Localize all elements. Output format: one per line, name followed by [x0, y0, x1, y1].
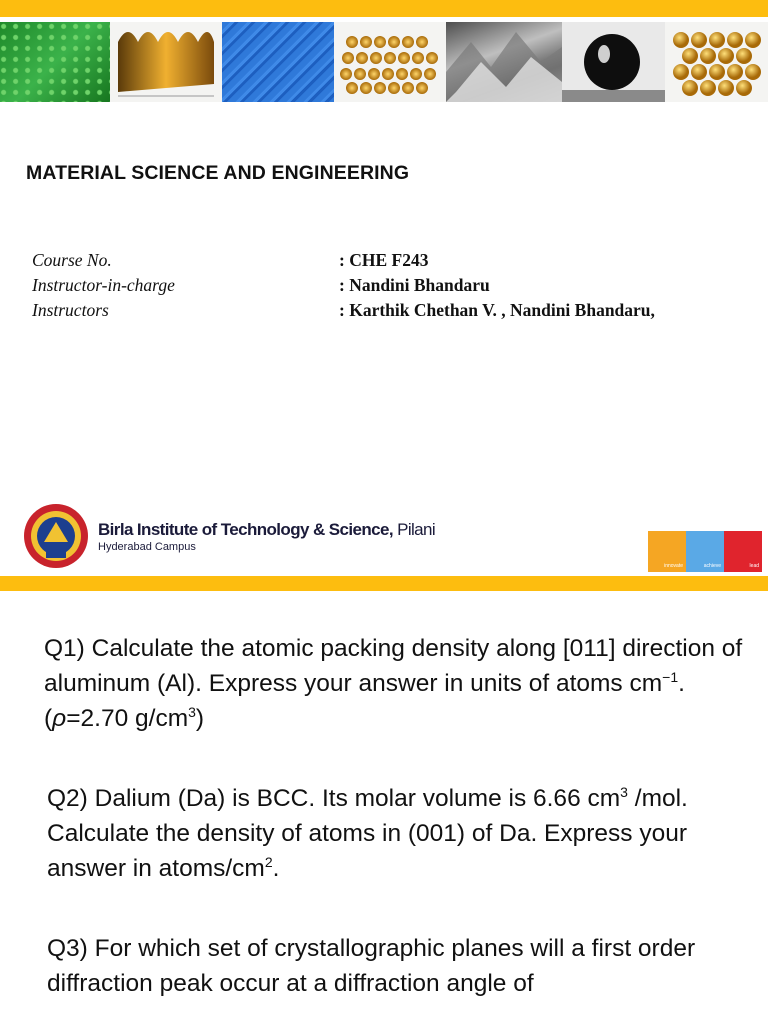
water-droplet-image — [562, 22, 665, 102]
green-micrograph-image — [0, 22, 110, 102]
sphere-array-image — [665, 22, 768, 102]
bits-seal-icon — [22, 502, 90, 570]
course-info-row — [32, 273, 655, 298]
instructors-label: Instructors — [32, 300, 109, 320]
question-list — [44, 631, 764, 1024]
pillar-array-image — [334, 22, 446, 102]
tagline-innovate: innovate — [648, 531, 686, 572]
top-accent-bar — [0, 0, 768, 17]
course-info-row — [32, 298, 655, 323]
header-banner — [0, 22, 768, 102]
instructor-in-charge-value: : Nandini Bhandaru — [339, 275, 490, 295]
course-no-label: Course No. — [32, 250, 112, 270]
instructor-in-charge-label: Instructor-in-charge — [32, 275, 175, 295]
course-info — [32, 248, 655, 323]
mid-accent-bar — [0, 576, 768, 591]
institute-campus: Hyderabad Campus — [98, 540, 196, 553]
institute-name-bold: Birla Institute of Technology & Science, — [98, 519, 393, 539]
tagline-graphic — [648, 531, 762, 572]
course-info-row — [32, 248, 655, 273]
tagline-lead: lead — [724, 531, 762, 572]
institute-name — [98, 520, 435, 540]
institute-logo-block — [22, 496, 438, 576]
question-2: Q2) Dalium (Da) is BCC. Its molar volume is 6.66 $cm^3$ /mol. Calculate the density of atoms in (001) of Da. Express your answer in atoms/$cm^2$. — [47, 783, 688, 882]
wave-surface-image — [110, 22, 222, 102]
question-3: Q3) For which set of crystallographic planes will a first order diffraction peak occur at a diffraction angle of — [47, 935, 696, 997]
grey-surface-image — [446, 22, 562, 102]
tagline-achieve: achieve — [686, 531, 724, 572]
course-no-value: : CHE F243 — [339, 250, 429, 270]
question-1: Q1) Calculate the atomic packing density along [011] direction of aluminum (Al). Express your answer in units of atoms $cm^{-1}$. (ρ=2.70 $g/cm^3$) — [44, 635, 743, 732]
instructors-value: : Karthik Chethan V. , Nandini Bhandaru, — [339, 300, 655, 320]
institute-city: Pilani — [392, 519, 436, 539]
page-title: MATERIAL SCIENCE AND ENGINEERING — [26, 162, 410, 184]
blue-grooves-image — [222, 22, 334, 102]
